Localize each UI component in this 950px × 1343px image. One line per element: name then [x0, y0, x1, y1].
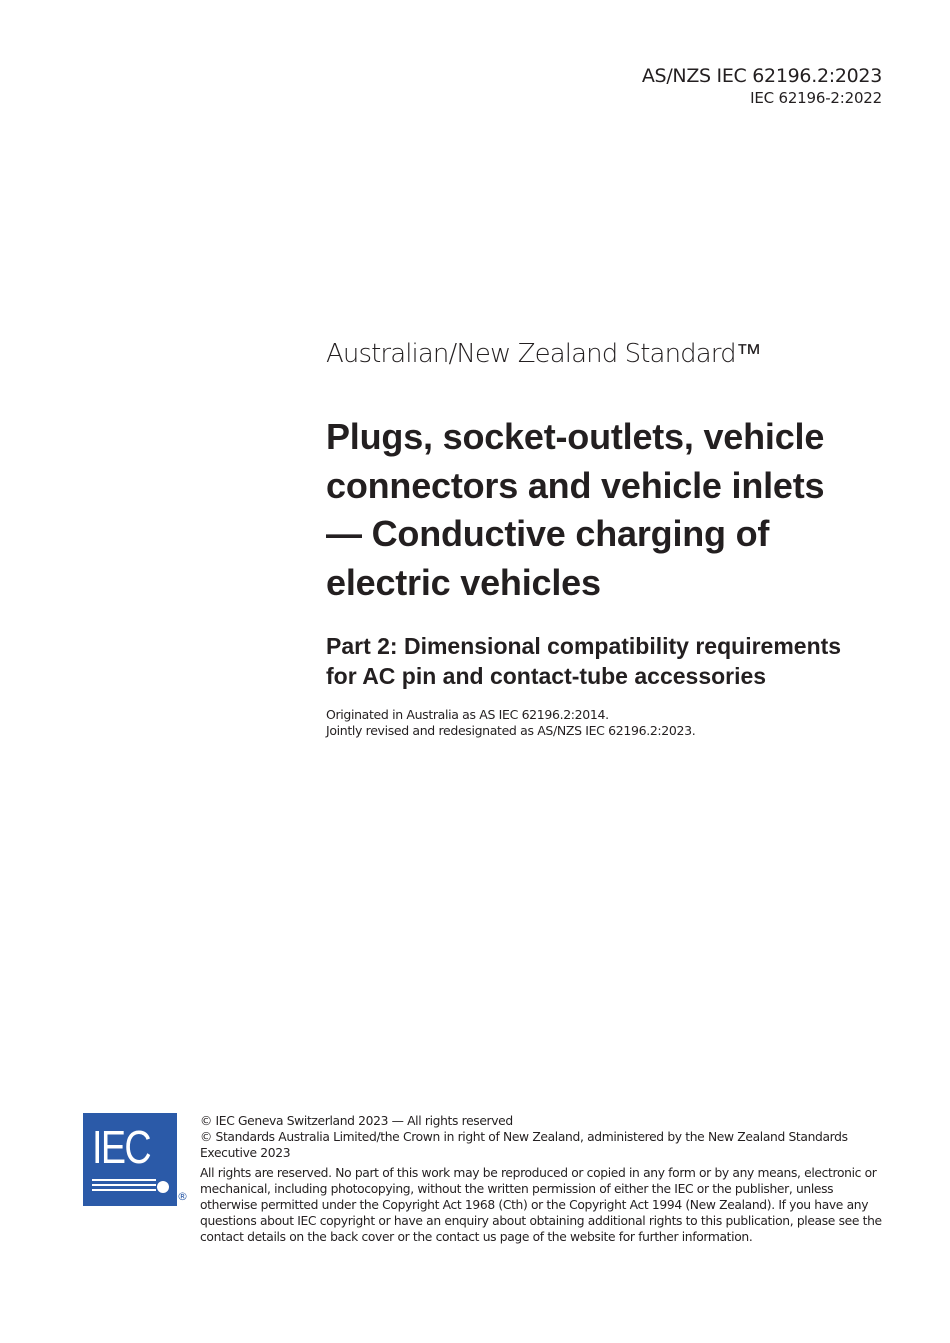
document-subtitle [326, 631, 906, 691]
standard-designation [642, 64, 882, 108]
as-nzs-designation: AS/NZS IEC 62196.2:2023 [641, 65, 882, 87]
origin-line: Jointly revised and redesignated as AS/NZS IEC 62196.2:2023. [326, 723, 696, 738]
copyright-iec: © IEC Geneva Switzerland 2023 — All rights reserved [200, 1114, 513, 1128]
origin-line: Originated in Australia as AS IEC 62196.2:2014. [326, 707, 609, 722]
iec-designation: IEC 62196-2:2022 [750, 89, 882, 107]
title-line: connectors and vehicle inlets [326, 464, 825, 506]
origin-note [326, 707, 695, 739]
iec-logo-text: IEC [92, 1121, 150, 1173]
subtitle-line: for AC pin and contact-tube accessories [326, 663, 767, 689]
logo-stripe [92, 1184, 156, 1186]
title-line: Plugs, socket-outlets, vehicle [326, 416, 825, 457]
subtitle-line: Part 2: Dimensional compatibility requirements [326, 633, 842, 659]
logo-stripe [92, 1189, 156, 1191]
title-line: — Conductive charging of [326, 513, 770, 554]
iec-logo [83, 1113, 177, 1206]
document-title [326, 413, 906, 607]
registered-mark: ® [177, 1190, 188, 1203]
logo-stripe [92, 1179, 156, 1181]
series-label: Australian/New Zealand Standard™ [326, 339, 761, 369]
copyright-notice [200, 1113, 890, 1245]
rights-reserved-text: All rights are reserved. No part of this work may be reproduced or copied in any form or by any means, electronic or mechanical, including photocopying, without the written permission of either the IEC or the publisher, unless otherwise permitted under the Copyright Act 1968 (Cth) or the Copyright Act 1994 (New Zealand). If you have any questions about IEC copyright or have an enquiry about obtaining additional rights to this publication, please see the contact details on the back cover or the contact us page of the website for further information. [200, 1166, 882, 1244]
copyright-standards-australia: © Standards Australia Limited/the Crown in right of New Zealand, administered by the New Zealand Standards Executive 2023 [200, 1130, 848, 1160]
title-line: electric vehicles [326, 561, 601, 603]
logo-dot-icon [157, 1181, 169, 1193]
